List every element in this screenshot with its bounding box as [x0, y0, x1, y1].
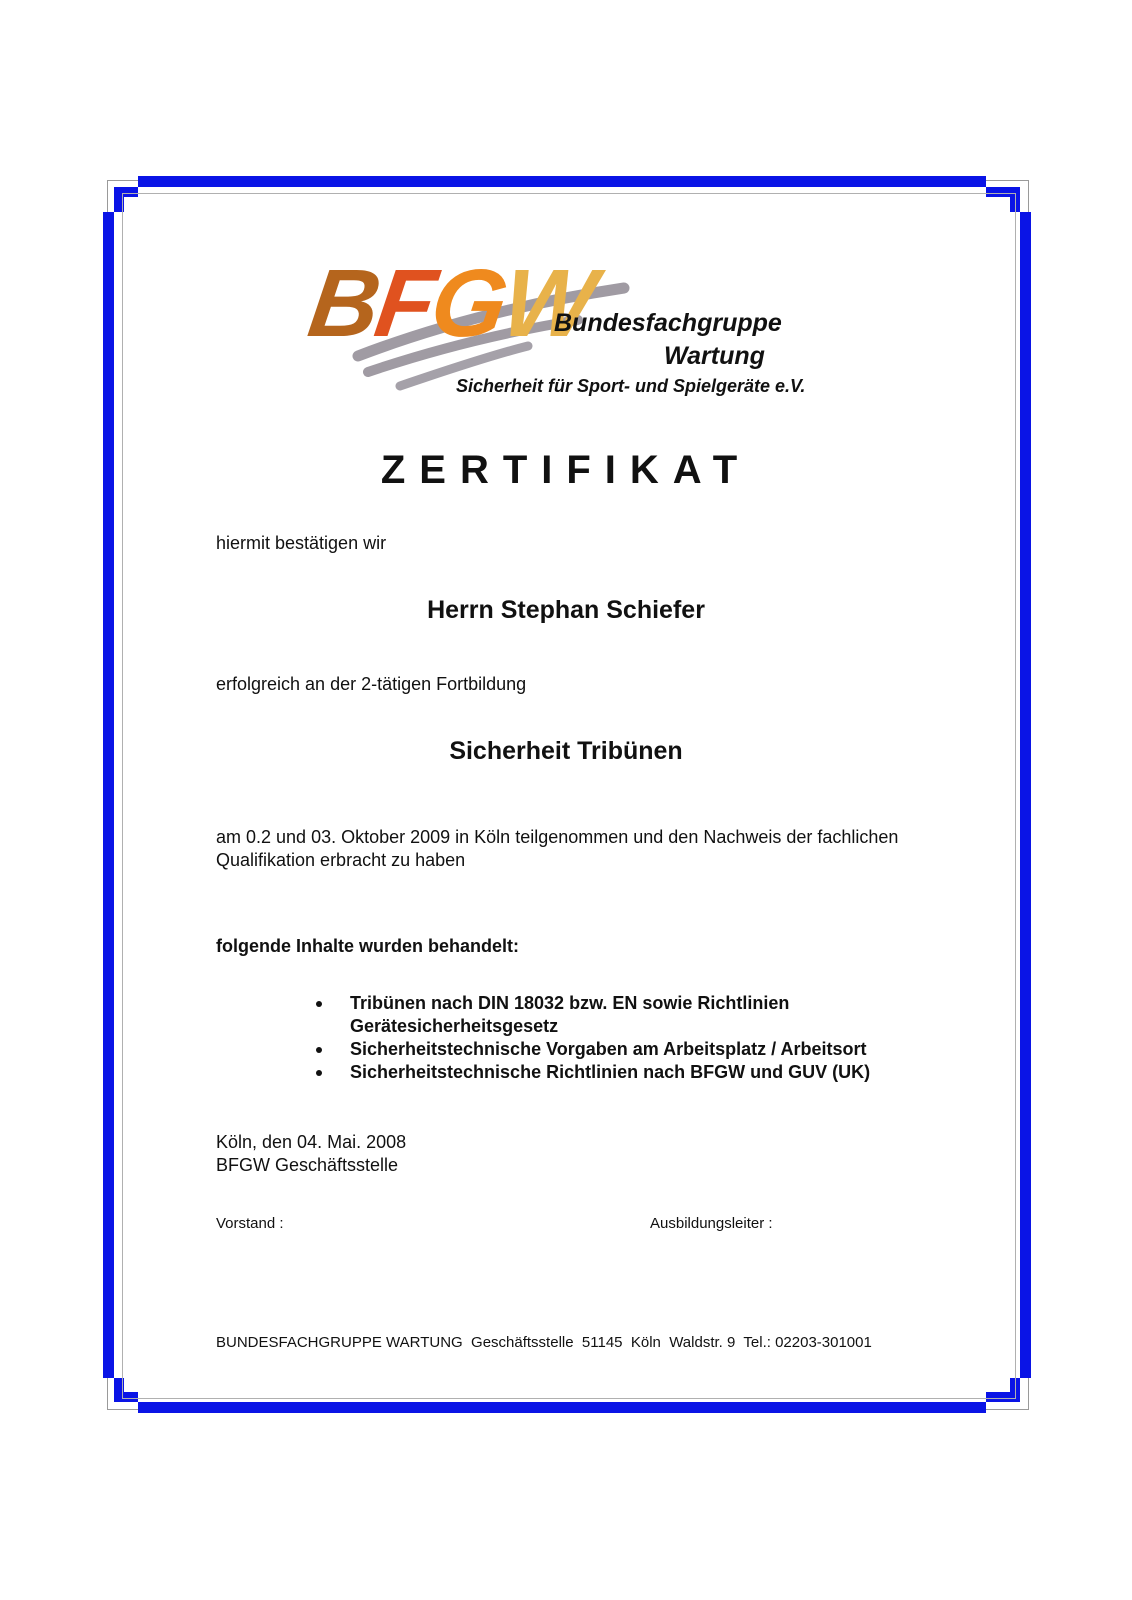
logo-line-tagline: Sicherheit für Sport- und Spielgeräte e.V. [456, 376, 806, 396]
signature-label-trainer: Ausbildungsleiter : [650, 1215, 773, 1232]
contents-heading: folgende Inhalte wurden behandelt: [216, 936, 520, 956]
list-item: Sicherheitstechnische Vorgaben am Arbeitsplatz / Arbeitsort [310, 1038, 870, 1061]
logo-letter: B [302, 250, 384, 357]
bfgw-logo-graphic [302, 248, 818, 408]
details-line-1: am 0.2 und 03. Oktober 2009 in Köln teilgenommen und den Nachweis der fachlichen [216, 827, 899, 847]
bfgw-logo [302, 248, 818, 408]
certificate-title: ZERTIFIKAT [380, 448, 752, 492]
logo-line-wartung: Wartung [664, 342, 765, 370]
details-line-2: Qualifikation erbracht zu haben [216, 850, 466, 870]
intro-text: hiermit bestätigen wir [216, 533, 387, 553]
list-item: Sicherheitstechnische Richtlinien nach BFGW und GUV (UK) [310, 1061, 870, 1084]
frame-bar-left [103, 212, 114, 1378]
frame-bar-top [138, 176, 986, 187]
place-date: Köln, den 04. Mai. 2008 [216, 1132, 407, 1152]
recipient-name: Herrn Stephan Schiefer [427, 596, 705, 624]
office-name: BFGW Geschäftsstelle [216, 1155, 399, 1175]
contents-list [310, 992, 870, 1084]
frame-bar-bottom [138, 1402, 986, 1413]
signature-label-board: Vorstand : [216, 1215, 284, 1232]
footer-address: BUNDESFACHGRUPPE WARTUNG Geschäftsstelle 51145 Köln Waldstr. 9 Tel.: 02203-301001 [216, 1334, 872, 1351]
logo-letter: W [496, 250, 599, 357]
logo-letter: F [369, 250, 440, 357]
course-title: Sicherheit Tribünen [449, 737, 683, 765]
logo-line-organisation: Bundesfachgruppe [554, 309, 782, 337]
logo-letters [303, 250, 609, 356]
frame-bar-right [1020, 212, 1031, 1378]
list-item: Tribünen nach DIN 18032 bzw. EN sowie Richtlinien Gerätesicherheitsgesetz [310, 992, 820, 1038]
logo-letter: G [424, 250, 512, 357]
participation-text: erfolgreich an der 2-tätigen Fortbildung [216, 674, 527, 694]
